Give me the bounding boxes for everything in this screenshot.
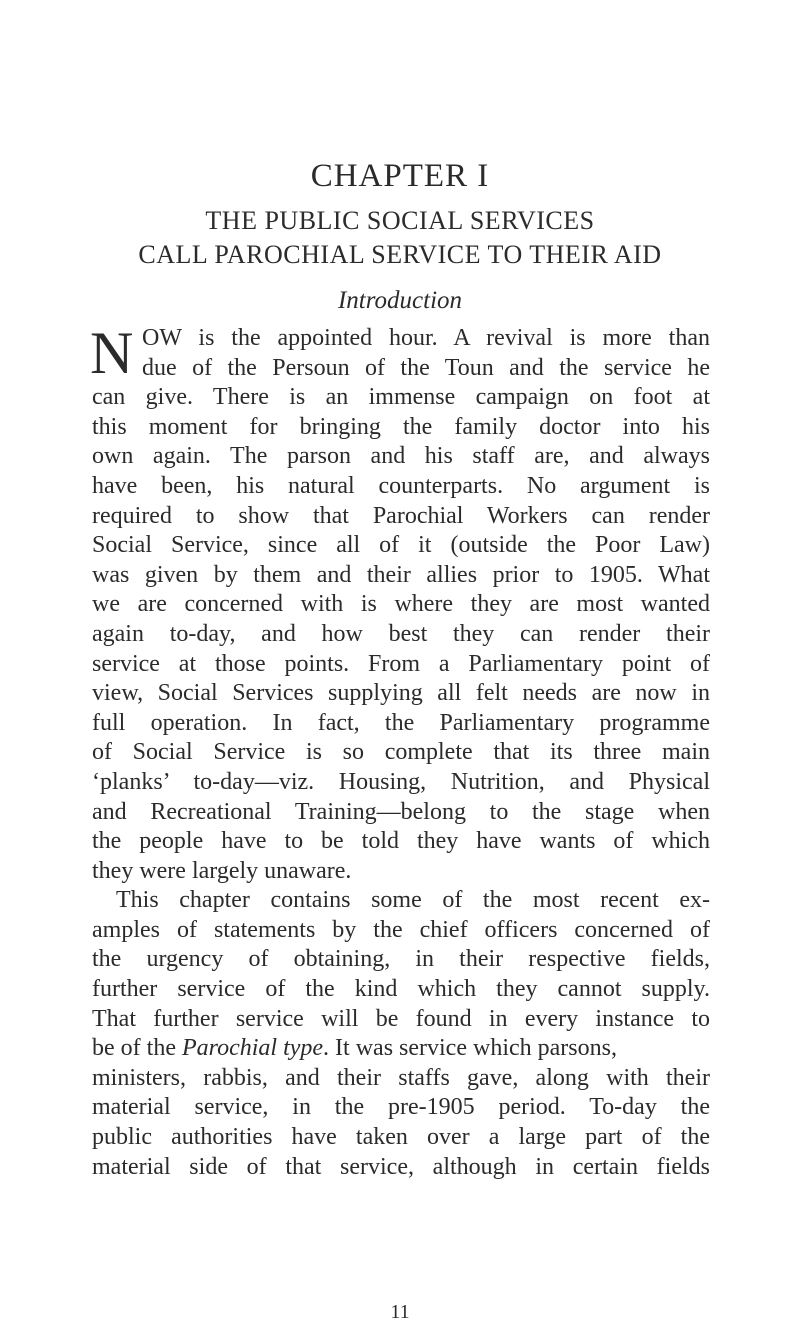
text-line: own again. The parson and his staff are, and always — [92, 443, 710, 470]
text-line-mixed — [92, 1034, 710, 1064]
text-line: That further service will be found in every instance to — [92, 1005, 710, 1032]
text-line: This chapter contains some of the most recent ex- — [116, 887, 710, 914]
text-line: Social Service, since all of it (outside the Poor Law) — [92, 532, 710, 559]
italic-phrase: Parochial type — [181, 1035, 324, 1062]
chapter-heading: CHAPTER I — [310, 158, 490, 194]
text-line: ministers, rabbis, and their staffs gave, along with their — [92, 1064, 710, 1091]
text-fragment: . It was service which parsons, — [323, 1035, 617, 1062]
text-line: material service, in the pre-1905 period. To-day the — [92, 1094, 710, 1121]
text-fragment: be of the — [92, 1035, 176, 1062]
chapter-title-line-1: THE PUBLIC SOCIAL SERVICES — [205, 206, 595, 235]
text-line: we are concerned with is where they are most wanted — [92, 591, 710, 618]
text-line: this moment for bringing the family doctor into his — [92, 413, 710, 440]
text-line: OW is the appointed hour. A revival is more than — [142, 325, 710, 351]
section-heading: Introduction — [337, 287, 463, 314]
text-line: full operation. In fact, the Parliamentary programme — [92, 709, 710, 736]
text-line: view, Social Services supplying all felt needs are now in — [92, 680, 710, 707]
drop-cap: N — [90, 320, 134, 386]
text-line: further service of the kind which they cannot supply. — [92, 976, 710, 1003]
text-line: was given by them and their allies prior to 1905. What — [92, 561, 710, 588]
text-line: the people have to be told they have wants of which — [92, 828, 710, 855]
page-number: 11 — [390, 1301, 410, 1323]
text-line: the urgency of obtaining, in their respective fields, — [92, 946, 710, 973]
text-line: material side of that service, although in certain fields — [92, 1153, 710, 1180]
text-line: they were largely unaware. — [92, 857, 352, 884]
text-line: service at those points. From a Parliamentary point of — [92, 650, 710, 677]
text-line: public authorities have taken over a large part of the — [92, 1124, 710, 1151]
text-line: and Recreational Training—belong to the stage when — [92, 798, 710, 825]
text-line: can give. There is an immense campaign on foot at — [92, 384, 710, 411]
body-text — [90, 320, 710, 1182]
text-line: again to-day, and how best they can render their — [92, 620, 710, 647]
text-line: required to show that Parochial Workers can render — [92, 502, 710, 529]
text-line: of Social Service is so complete that its three main — [92, 739, 710, 766]
text-line: ‘planks’ to-day—viz. Housing, Nutrition, and Physical — [92, 768, 710, 795]
text-line: amples of statements by the chief officers concerned of — [92, 916, 710, 943]
chapter-title-line-2: CALL PAROCHIAL SERVICE TO THEIR AID — [138, 240, 662, 269]
text-line: due of the Persoun of the Toun and the service he — [142, 354, 710, 381]
text-line: have been, his natural counterparts. No argument is — [92, 472, 710, 499]
